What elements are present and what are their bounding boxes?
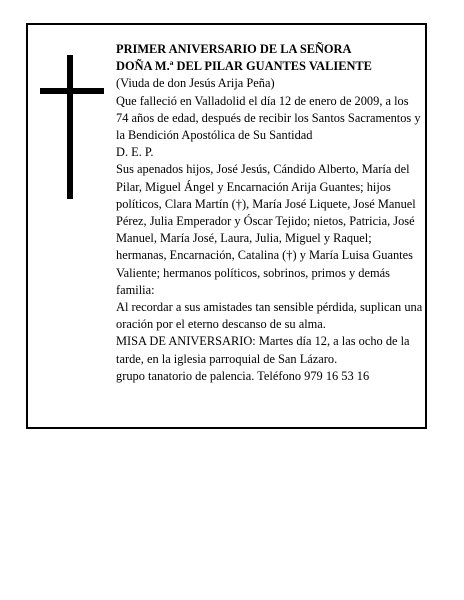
cross-vertical-bar xyxy=(67,55,73,199)
cross-horizontal-bar xyxy=(40,88,104,94)
anniversary-mass-text: MISA DE ANIVERSARIO: Martes día 12, a las ocho de la tarde, en la iglesia parroquial de San Lázaro. xyxy=(116,334,410,366)
funeral-home-text: grupo tanatorio de palencia. Teléfono 979 16 53 16 xyxy=(116,368,370,383)
family-text: Sus apenados hijos, José Jesús, Cándido Alberto, María del Pilar, Miguel Ángel y Encarnación Arija Guantes; hijos políticos, Clara Martín (†), María José Liquete, José Manuel Pérez, Julia Emperador y Óscar Tejido; nietos, Patricia, José Manuel, María José, Laura, Julia, Miguel y Raquel; hermanas, Encarnación, Catalina (†) y María Luisa Guantes Valiente; hermanos políticos, sobrinos, primos y demás familia: xyxy=(116,162,416,297)
rip-text: D. E. P. xyxy=(116,145,154,160)
cross-icon xyxy=(40,55,104,199)
notice-body xyxy=(116,41,424,385)
prayer-request-text: Al recordar a sus amistades tan sensible pérdida, suplican una oración por el eterno descanso de su alma. xyxy=(116,300,423,332)
death-info-text: Que falleció en Valladolid el día 12 de enero de 2009, a los 74 años de edad, después de recibir los Santos Sacramentos y la Bendición Apostólica de Su Santidad xyxy=(116,93,421,143)
obituary-notice xyxy=(26,23,427,429)
widow-of-text: (Viuda de don Jesús Arija Peña) xyxy=(116,76,275,91)
notice-title-line1: PRIMER ANIVERSARIO DE LA SEÑORA xyxy=(116,42,352,56)
notice-title-line2: DOÑA M.ª DEL PILAR GUANTES VALIENTE xyxy=(116,59,372,74)
